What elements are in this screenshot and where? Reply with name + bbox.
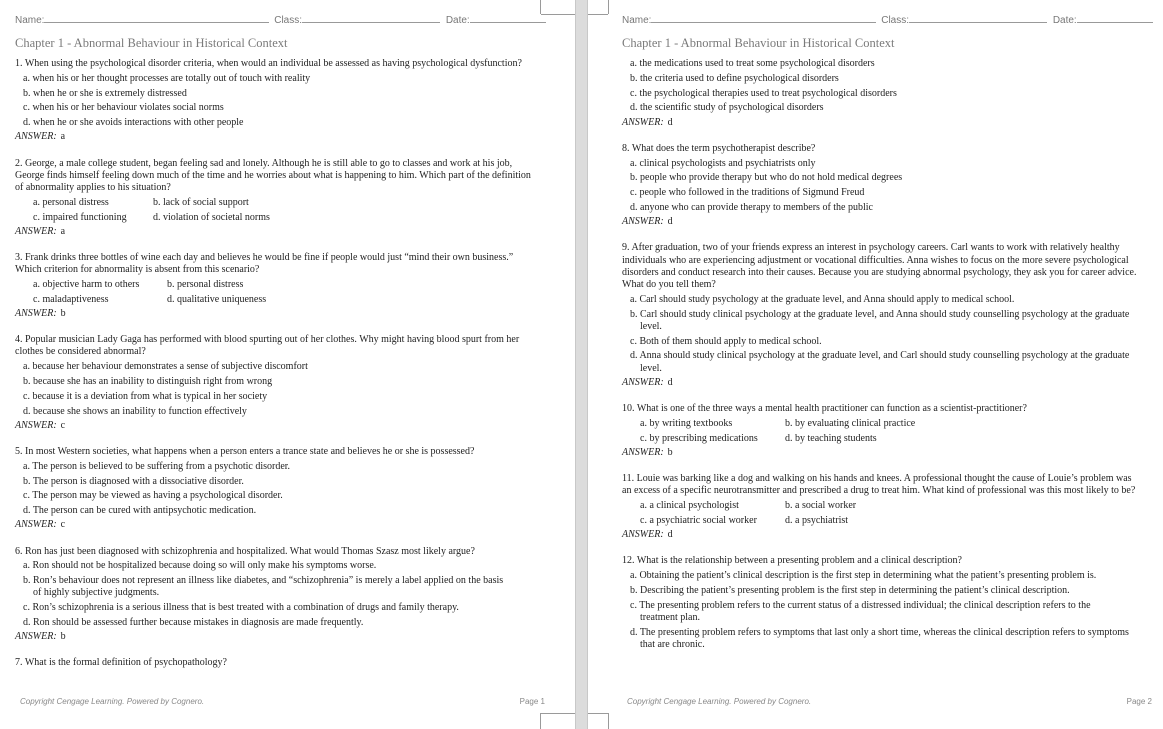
question-stem: 9. After graduation, two of your friends express an interest in psychology careers. Carl wants to work with relatively healthy individuals who are experiencing adjustment or vocational difficulties. Anna wishes to focus on the more severe psychological disorders and conduct research into their causes. Because you are studying abnormal psychology, they ask you for career advice. What do you tell them? (622, 242, 1137, 290)
answer-label: ANSWER: (622, 376, 664, 388)
option-c: c. The person may be viewed as having a psychological disorder. (23, 490, 283, 502)
answer-label: ANSWER: (622, 529, 664, 540)
option-d: d. anyone who can provide therapy to members of the public (630, 201, 873, 213)
name-label: Name: (622, 15, 652, 26)
name-field[interactable] (44, 14, 269, 23)
option-row (622, 515, 1140, 527)
option-c: c. people who followed in the traditions of Sigmund Freud (630, 187, 865, 199)
crop-mark (608, 713, 609, 729)
name-label: Name: (15, 15, 45, 26)
option-c: c. the psychological therapies used to treat psychological disorders (630, 87, 897, 99)
question-6 (15, 546, 535, 644)
option-row (15, 279, 535, 291)
option-a: a. Ron should not be hospitalized because doing so will only make his symptoms worse. (23, 560, 377, 572)
answer-value: a (60, 131, 66, 143)
question-stem: 1. When using the psychological disorder criteria, when would an individual be assessed as having psychological dysfunction? (15, 58, 522, 69)
question-8 (622, 143, 1140, 229)
option-d: d. because she shows an inability to function effectively (23, 405, 247, 417)
option-c: c. by prescribing medications (640, 432, 758, 444)
answer-value: d (667, 116, 673, 128)
option-row (15, 294, 535, 306)
answer-label: ANSWER: (622, 216, 664, 228)
name-field[interactable] (651, 14, 876, 23)
answer-line (622, 216, 1140, 228)
option-a: a. by writing textbooks (640, 417, 733, 429)
option-d: d. The person can be cured with antipsychotic medication. (23, 505, 257, 517)
answer-line (15, 519, 535, 531)
question-9 (622, 242, 1140, 389)
date-field[interactable] (1077, 14, 1153, 23)
option-c: c. Ron’s schizophrenia is a serious illness that is best treated with a combination of drugs and family therapy. (23, 602, 459, 614)
option-b: b. by evaluating clinical practice (785, 417, 916, 429)
copyright: Copyright Cengage Learning. Powered by Cognero. (20, 697, 205, 706)
answer-label: ANSWER: (15, 419, 57, 431)
option-c: c. when his or her behaviour violates social norms (23, 102, 224, 114)
question-7 (15, 657, 535, 669)
question-3 (15, 252, 535, 320)
option-c: c. impaired functioning (33, 211, 127, 223)
answer-value: d (667, 216, 673, 228)
option-a: a. the medications used to treat some psychological disorders (630, 58, 875, 69)
option-a: a. a clinical psychologist (640, 500, 739, 511)
question-11 (622, 473, 1140, 541)
option-d: d. violation of societal norms (153, 211, 270, 223)
questions-page-2 (622, 58, 1140, 658)
answer-value: b (60, 308, 66, 319)
answer-line (622, 117, 1140, 129)
date-label: Date: (445, 15, 470, 26)
question-1 (15, 58, 535, 144)
header-fields (15, 14, 546, 26)
option-d: d. Anna should study clinical psychology at the graduate level, and Carl should study counselling psychology at the graduate level. (630, 350, 1130, 374)
chapter-title: Chapter 1 - Abnormal Behaviour in Historical Context (622, 36, 895, 50)
option-d: d. by teaching students (785, 432, 877, 444)
question-stem: 11. Louie was barking like a dog and walking on his hands and knees. A professional thought the cause of Louie’s problem was an excess of a specific neurotransmitter and prescribed a drug to treat him. What kind of professional was this most likely to be? (622, 473, 1136, 497)
option-a: a. when his or her thought processes are totally out of touch with reality (23, 72, 311, 84)
option-b: b. when he or she is extremely distressed (23, 87, 187, 99)
chapter-title: Chapter 1 - Abnormal Behaviour in Historical Context (15, 36, 288, 50)
footer (20, 697, 545, 706)
option-d: d. the scientific study of psychological disorders (630, 102, 824, 114)
date-field[interactable] (470, 14, 546, 23)
option-d: d. qualitative uniqueness (167, 293, 267, 305)
copyright: Copyright Cengage Learning. Powered by Cognero. (627, 697, 812, 706)
option-row (622, 433, 1140, 445)
class-label: Class: (274, 15, 303, 26)
answer-value: d (667, 376, 673, 388)
option-a: a. Carl should study psychology at the graduate level, and Anna should apply to medical school. (630, 293, 1015, 305)
question-stem: 3. Frank drinks three bottles of wine each day and believes he would be fine if people would just “mind their own business.” Which criterion for abnormality is absent from this scenario? (15, 252, 514, 276)
option-c: c. a psychiatric social worker (640, 514, 757, 526)
question-2 (15, 158, 535, 238)
answer-label: ANSWER: (622, 116, 664, 128)
question-4 (15, 334, 535, 432)
question-12 (622, 555, 1140, 651)
answer-label: ANSWER: (15, 631, 57, 643)
option-b: b. personal distress (167, 279, 244, 290)
option-d: d. a psychiatrist (785, 514, 849, 526)
answer-line (15, 631, 535, 643)
page-2 (588, 0, 1163, 729)
question-5 (15, 446, 535, 532)
answer-line (622, 377, 1140, 389)
answer-value: b (60, 631, 66, 643)
option-d: d. The presenting problem refers to symptoms that last only a short time, whereas the clinical description refers to symptoms that are chronic. (630, 626, 1129, 650)
question-stem: 10. What is one of the three ways a mental health practitioner can function as a scientist-practitioner? (622, 403, 1027, 414)
class-field[interactable] (302, 14, 440, 23)
option-a: a. Obtaining the patient’s clinical description is the first step in determining what the patient’s presenting problem is. (630, 570, 1097, 581)
page-1 (0, 0, 575, 729)
question-stem: 6. Ron has just been diagnosed with schizophrenia and hospitalized. What would Thomas Szasz most likely argue? (15, 545, 475, 557)
answer-line (622, 447, 1140, 459)
option-b: b. Describing the patient’s presenting problem is the first step in determining the patient’s clinical description. (630, 584, 1070, 596)
page-number: Page 1 (519, 697, 545, 706)
page-gutter (575, 0, 588, 729)
option-b: b. the criteria used to define psychological disorders (630, 72, 839, 84)
option-a: a. clinical psychologists and psychiatrists only (630, 157, 816, 169)
question-10 (622, 403, 1140, 459)
crop-mark (540, 713, 541, 729)
option-d: d. when he or she avoids interactions with other people (23, 117, 244, 129)
crop-mark (540, 0, 541, 14)
header-fields (622, 14, 1153, 26)
question-stem: 12. What is the relationship between a presenting problem and a clinical description? (622, 555, 962, 567)
answer-label: ANSWER: (15, 308, 57, 319)
answer-line (15, 308, 535, 320)
question-stem: 7. What is the formal definition of psychopathology? (15, 657, 227, 669)
option-a: a. The person is believed to be suffering from a psychotic disorder. (23, 460, 291, 472)
answer-value: c (60, 419, 66, 431)
answer-label: ANSWER: (622, 446, 664, 458)
answer-label: ANSWER: (15, 131, 57, 143)
crop-mark (541, 713, 575, 714)
answer-line (622, 529, 1140, 541)
answer-line (15, 420, 535, 432)
answer-value: c (60, 519, 66, 531)
answer-label: ANSWER: (15, 519, 57, 531)
page-number: Page 2 (1126, 697, 1152, 706)
option-row (15, 197, 535, 209)
crop-mark (588, 713, 608, 714)
question-7-options (622, 58, 1140, 129)
option-a: a. personal distress (33, 196, 109, 208)
question-stem: 8. What does the term psychotherapist describe? (622, 142, 816, 154)
crop-mark (588, 14, 608, 15)
answer-value: d (667, 529, 673, 540)
option-b: b. because she has an inability to distinguish right from wrong (23, 376, 273, 387)
answer-value: b (667, 446, 673, 458)
class-label: Class: (881, 15, 910, 26)
class-field[interactable] (909, 14, 1047, 23)
option-row (622, 418, 1140, 430)
date-label: Date: (1052, 15, 1077, 26)
option-b: b. The person is diagnosed with a dissociative disorder. (23, 475, 244, 487)
crop-mark (541, 14, 575, 15)
question-stem: 4. Popular musician Lady Gaga has performed with blood spurting out of her clothes. Why might having blood spurt from her clothes be considered abnormal? (15, 334, 520, 358)
question-stem: 5. In most Western societies, what happens when a person enters a trance state and believes he or she is possessed? (15, 446, 475, 457)
option-row (622, 500, 1140, 512)
option-c: c. maladaptiveness (33, 293, 109, 305)
answer-value: a (60, 225, 66, 237)
answer-line (15, 131, 535, 143)
question-stem: 2. George, a male college student, began feeling sad and lonely. Although he is still able to go to classes and work at his job, George finds himself feeling down much of the time and he worries about what is happening to him. Which part of the definition of abnormality applies to his situation? (15, 157, 531, 193)
option-b: b. Carl should study clinical psychology at the graduate level, and Anna should study counselling psychology at the graduate level. (630, 308, 1130, 332)
option-b: b. lack of social support (153, 196, 249, 208)
option-b: b. people who provide therapy but who do not hold medical degrees (630, 172, 903, 184)
footer (627, 697, 1152, 706)
option-c: c. Both of them should apply to medical school. (630, 335, 822, 347)
option-a: a. because her behaviour demonstrates a sense of subjective discomfort (23, 361, 308, 373)
option-d: d. Ron should be assessed further because mistakes in diagnosis are made frequently. (23, 616, 364, 628)
option-row (15, 212, 535, 224)
option-a: a. objective harm to others (33, 279, 140, 290)
option-b: b. Ron’s behaviour does not represent an illness like diabetes, and “schizophrenia” is merely a label applied on the basis of highly subjective judgments. (23, 575, 504, 599)
crop-mark (608, 0, 609, 14)
option-c: c. because it is a deviation from what is typical in her society (23, 390, 268, 402)
questions-page-1 (15, 58, 535, 677)
option-c: c. The presenting problem refers to the current status of a distressed individual; the clinical description refers to the treatment plan. (630, 599, 1091, 623)
answer-line (15, 226, 535, 238)
option-b: b. a social worker (785, 500, 857, 511)
answer-label: ANSWER: (15, 225, 57, 237)
